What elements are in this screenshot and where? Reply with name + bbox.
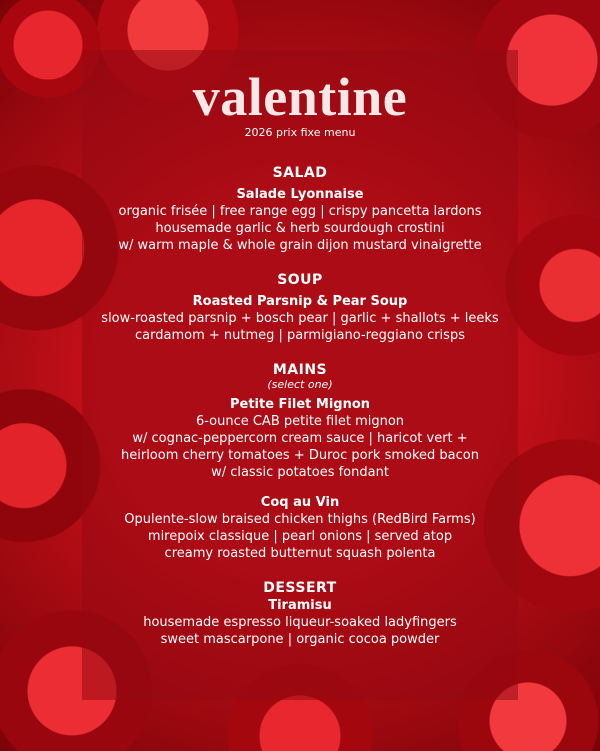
mains-dish-2-line: creamy roasted butternut squash polenta [164,546,436,561]
salad-dish-name: Salade Lyonnaise [236,187,364,202]
soup-line: cardamom + nutmeg | parmigiano-reggiano crisps [135,328,465,343]
menu-title: valentine [192,67,408,127]
mains-dish-1-name: Petite Filet Mignon [229,397,371,412]
dessert-dish-name: Tiramisu [268,598,332,613]
mains-dish-1-line: 6-ounce CAB petite filet mignon [195,414,405,429]
soup-dish-name: Roasted Parsnip & Pear Soup [192,294,408,309]
mains-dish-2-line: mirepoix classique | pearl onions | served atop [147,529,453,544]
menu-subtitle: 2026 prix fixe menu [244,126,356,139]
mains-dish-1-line: w/ classic potatoes fondant [211,465,389,480]
spacer [60,481,540,495]
section-dessert-heading: DESSERT [263,580,337,596]
mains-dish-2-line: Opulente-slow braised chicken thighs (RedBird Farms) [124,512,476,527]
section-mains-heading: MAINS [272,362,328,378]
soup-line: slow-roasted parsnip + bosch pear | garlic + shallots + leeks [101,311,499,326]
mains-note: (select one) [267,378,333,391]
salad-line: organic frisée | free range egg | crispy pancetta lardons [118,204,482,219]
salad-line: w/ warm maple & whole grain dijon mustard vinaigrette [118,238,482,253]
dessert-line: housemade espresso liqueur-soaked ladyfingers [143,615,457,630]
dessert-line: sweet mascarpone | organic cocoa powder [160,632,440,647]
section-salad-heading: SALAD [272,165,328,181]
mains-dish-1-line: w/ cognac-peppercorn cream sauce | haricot vert + [132,431,468,446]
mains-dish-1-line: heirloom cherry tomatoes + Duroc pork smoked bacon [121,448,479,463]
section-soup-heading: SOUP [277,272,323,288]
salad-line: housemade garlic & herb sourdough crostini [155,221,445,236]
mains-dish-2-name: Coq au Vin [260,495,340,510]
menu-content [60,67,540,648]
